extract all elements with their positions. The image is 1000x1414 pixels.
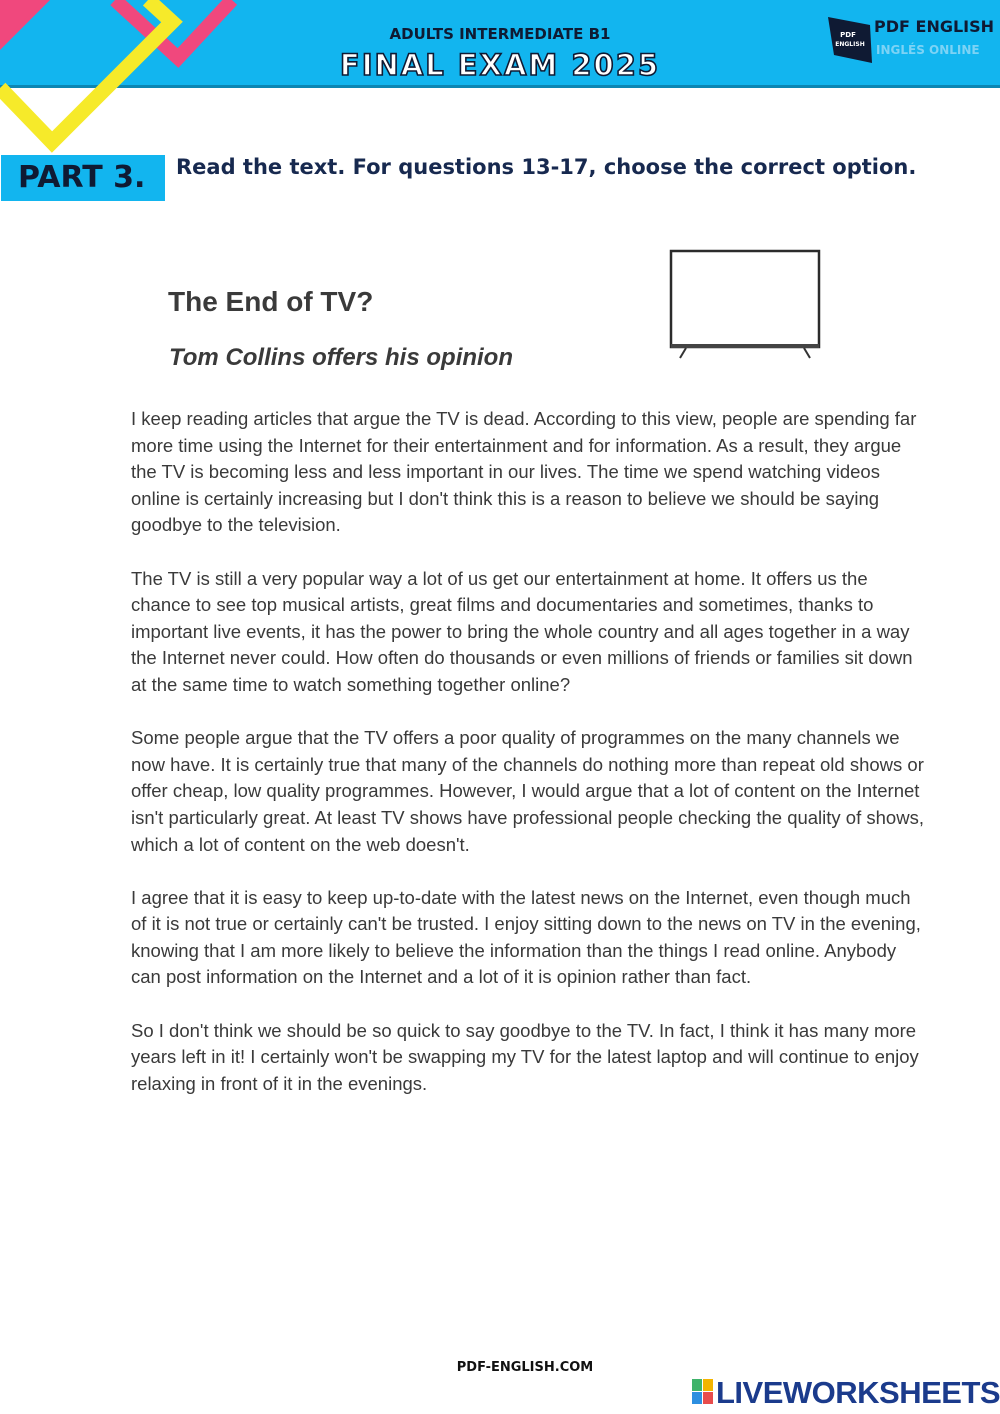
article-body <box>131 406 931 1124</box>
liveworksheets-logo-icon <box>692 1379 714 1405</box>
article-subtitle: Tom Collins offers his opinion <box>169 344 514 371</box>
article-paragraph: So I don't think we should be so quick to say goodbye to the TV. In fact, I think it has many more years left in it! I certainly won't be swapping my TV for the latest laptop and will continue to enjoy relaxing in front of it in the evenings. <box>131 1019 919 1094</box>
logo-tagline: INGLÉS ONLINE <box>876 43 980 57</box>
article-paragraph: The TV is still a very popular way a lot of us get our entertainment at home. It offers us the chance to see top musical artists, great films and documentaries and sometimes, thanks to important live events, it has the power to bring the whole country and all ages together in a way the Internet never could. How often do thousands or even millions of friends or families sit down at the same time to watch something together online? <box>131 567 913 695</box>
logo-badge-line1: PDF <box>840 31 856 39</box>
article-paragraph: Some people argue that the TV offers a poor quality of programmes on the many channels we now have. It is certainly true that many of the channels do nothing more than repeat old shows or offer cheap, low quality programmes. However, I would argue that a lot of content on the Internet isn't particularly great. At least TV shows have professional people checking the quality of shows, which a lot of content on the web doesn't. <box>131 727 924 855</box>
logo-badge-line2: ENGLISH <box>835 41 865 48</box>
footer-url: PDF-ENGLISH.COM <box>456 1360 594 1375</box>
article-paragraph: I agree that it is easy to keep up-to-date with the latest news on the Internet, even though much of it is not true or certainly can't be trusted. I enjoy sitting down to the news on TV in the evening, knowing that I am more likely to believe the information than the things I read online. Anybody can post information on the Internet and a lot of it is opinion rather than fact. <box>131 886 921 988</box>
part-instruction: Read the text. For questions 13-17, choose the correct option. <box>176 155 917 179</box>
article-title: The End of TV? <box>168 286 374 317</box>
liveworksheets-wordmark: LIVEWORKSHEETS <box>716 1375 1000 1410</box>
logo-name: PDF ENGLISH <box>874 17 995 36</box>
article-paragraph: I keep reading articles that argue the TV is dead. According to this view, people are spending far more time using the Internet for their entertainment and for information. As a result, they argue the TV is becoming less and less important in our lives. The time we spend watching videos online is certainly increasing but I don't think this is a reason to believe we should be saying goodbye to the television. <box>131 408 917 536</box>
exam-level: ADULTS INTERMEDIATE B1 <box>389 25 611 43</box>
part-label: PART 3. <box>18 160 146 195</box>
exam-title: FINAL EXAM 2025 <box>339 48 661 82</box>
tv-icon <box>668 248 824 364</box>
